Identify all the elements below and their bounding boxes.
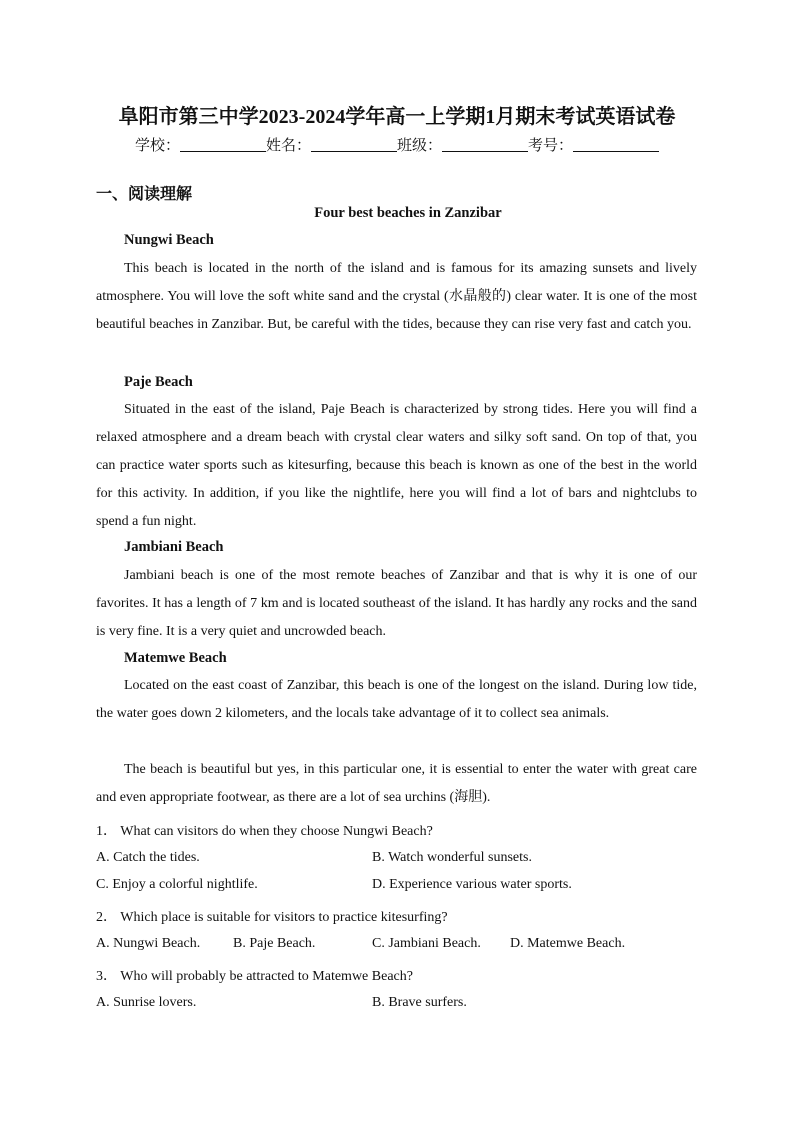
question-stem: 3． Who will probably be attracted to Matemwe Beach? xyxy=(96,969,413,984)
beach-heading: Paje Beach xyxy=(124,374,193,390)
beach-heading: Nungwi Beach xyxy=(124,232,214,248)
beach-paragraph: Jambiani beach is one of the most remote beaches of Zanzibar and that is why it is one of our favorites. It has a length of 7 km and is located southeast of the island. It has hardly any rocks and the sand is very fine. It is a very quiet and uncrowded beach. xyxy=(96,568,697,639)
answer-option[interactable]: B. Brave surfers. xyxy=(372,995,467,1010)
school-label: 学校： xyxy=(134,136,180,154)
answer-option[interactable]: D. Matemwe Beach. xyxy=(510,936,626,951)
question-stem: 2． Which place is suitable for visitors to practice kitesurfing? xyxy=(96,910,448,925)
answer-option[interactable]: A. Nungwi Beach. xyxy=(96,936,201,951)
number-blank[interactable] xyxy=(573,137,659,152)
name-label: 姓名： xyxy=(265,136,311,154)
answer-option[interactable]: D. Experience various water sports. xyxy=(372,877,572,892)
beach-paragraph: This beach is located in the north of the island and is famous for its amazing sunsets and lively atmosphere. You will love the soft white sand and the crystal (水晶般的) clear water. It is one of the most beautiful beaches in Zanzibar. But, be careful with the tides, because they can rise very fast and catch you. xyxy=(96,261,697,332)
passage-title: Four best beaches in Zanzibar xyxy=(314,205,502,221)
answer-option[interactable]: C. Jambiani Beach. xyxy=(372,936,481,951)
question-stem: 1． What can visitors do when they choose Nungwi Beach? xyxy=(96,824,433,839)
answer-option[interactable]: B. Paje Beach. xyxy=(233,936,316,951)
class-blank[interactable] xyxy=(442,137,528,152)
beach-paragraph: Situated in the east of the island, Paje Beach is characterized by strong tides. Here you will find a relaxed atmosphere and a dream beach with crystal clear waters and silky soft sand. On top of that, you can practice water sports such as kitesurfing, because this beach is known as one of the best in the world for this activity. In addition, if you like the nightlife, here you will find a lot of bars and nightclubs to spend a fun night. xyxy=(96,402,697,529)
answer-option[interactable]: A. Catch the tides. xyxy=(96,850,200,865)
beach-paragraph: Located on the east coast of Zanzibar, this beach is one of the longest on the island. During low tide, the water goes down 2 kilometers, and the locals take advantage of it to collect sea animals. xyxy=(96,678,697,721)
beach-paragraph: The beach is beautiful but yes, in this particular one, it is essential to enter the water with great care and even appropriate footwear, as there are a lot of sea urchins (海胆). xyxy=(96,762,697,805)
answer-option[interactable]: B. Watch wonderful sunsets. xyxy=(372,850,532,865)
exam-title: 阜阳市第三中学2023-2024学年高一上学期1月期末考试英语试卷 xyxy=(118,106,676,128)
name-blank[interactable] xyxy=(311,137,397,152)
answer-option[interactable]: C. Enjoy a colorful nightlife. xyxy=(96,877,258,892)
beach-heading: Matemwe Beach xyxy=(124,650,227,666)
answer-option[interactable]: A. Sunrise lovers. xyxy=(96,995,197,1010)
student-info-line xyxy=(0,134,794,155)
class-label: 班级： xyxy=(397,136,443,154)
beach-heading: Jambiani Beach xyxy=(124,539,224,555)
school-blank[interactable] xyxy=(180,137,266,152)
number-label: 考号： xyxy=(528,136,574,154)
section-heading: 一、阅读理解 xyxy=(96,184,193,203)
